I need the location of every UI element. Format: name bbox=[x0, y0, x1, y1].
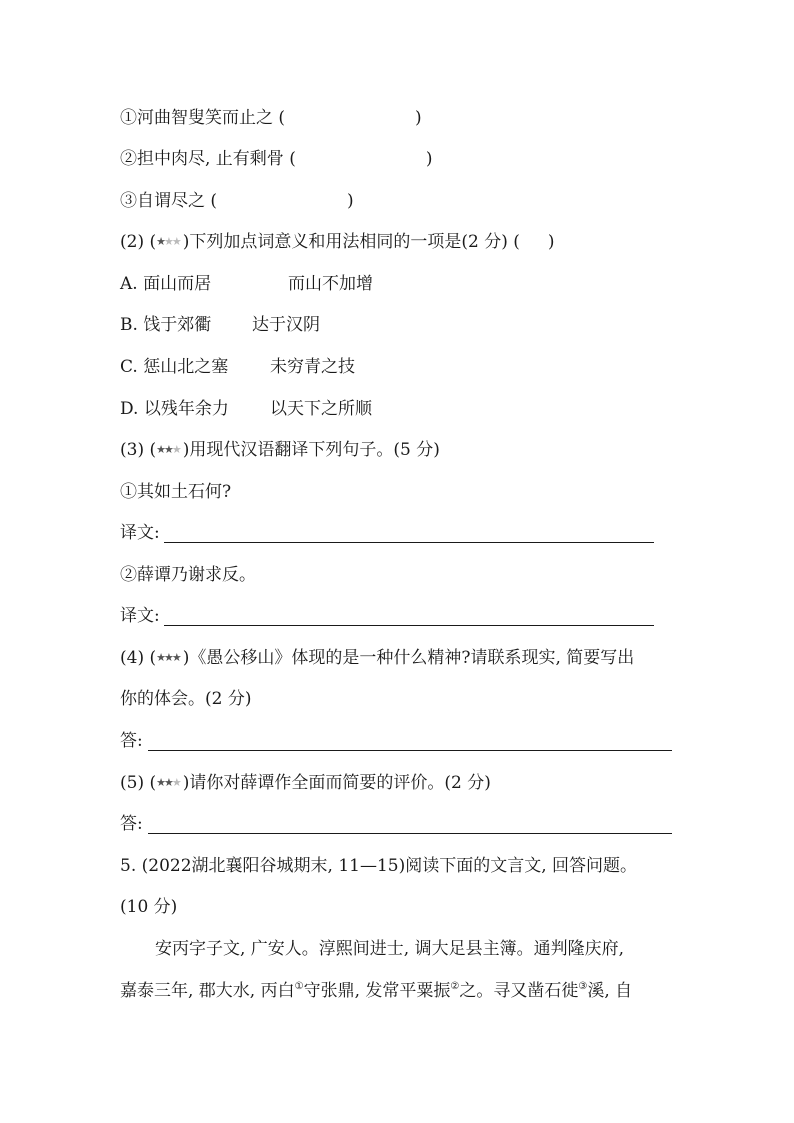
question-3 bbox=[120, 438, 440, 462]
footnote-marker: ③ bbox=[578, 981, 588, 992]
question-4 bbox=[120, 646, 634, 670]
passage-line-2 bbox=[120, 979, 632, 1003]
close-paren: ) bbox=[425, 149, 433, 169]
difficulty-stars-icon: ★★★ bbox=[156, 443, 180, 456]
answer-line[interactable] bbox=[164, 542, 654, 543]
option-c[interactable] bbox=[120, 355, 355, 379]
close-paren: ) bbox=[347, 191, 354, 211]
question-4-line-2: 你的体会。(2 分) bbox=[120, 689, 252, 709]
q3-answer-label-2: 译文: bbox=[120, 606, 160, 626]
footnote-marker: ① bbox=[294, 981, 304, 992]
option-b-label: B. 饯于郊衢 bbox=[120, 315, 212, 335]
option-a-pair: 而山不加增 bbox=[288, 274, 373, 294]
q5-answer-label: 答: bbox=[120, 814, 143, 834]
option-b[interactable] bbox=[120, 313, 320, 337]
question-2 bbox=[120, 230, 555, 254]
question-number: (4) ( bbox=[120, 648, 157, 668]
question-5 bbox=[120, 771, 491, 795]
close-paren: ) bbox=[547, 232, 555, 252]
sub-item-3-text: ③自谓尽之 ( bbox=[120, 191, 218, 211]
difficulty-stars-icon: ★★★ bbox=[156, 651, 180, 664]
passage-text: 嘉泰三年, 郡大水, 丙白 bbox=[120, 981, 295, 1001]
question-3-text: )用现代汉语翻译下列句子。(5 分) bbox=[182, 440, 440, 460]
option-b-pair: 达于汉阴 bbox=[252, 315, 320, 335]
sub-item-1 bbox=[120, 106, 422, 130]
difficulty-stars-icon: ★★★ bbox=[156, 776, 180, 789]
answer-line[interactable] bbox=[148, 750, 672, 751]
option-c-label: C. 惩山北之塞 bbox=[120, 357, 229, 377]
sub-item-2 bbox=[120, 147, 432, 171]
option-d-pair: 以天下之所顺 bbox=[270, 399, 372, 419]
question-number: (2) ( bbox=[120, 232, 157, 252]
answer-line[interactable] bbox=[164, 625, 654, 626]
sub-item-3 bbox=[120, 189, 354, 213]
passage-line-1: 安丙字子文, 广安人。淳熙间进士, 调大足县主簿。通判隆庆府, bbox=[155, 939, 625, 959]
q3-sentence-1: ①其如土石何? bbox=[120, 482, 232, 502]
question-5-text: )请你对薛谭作全面而简要的评价。(2 分) bbox=[182, 773, 491, 793]
option-c-pair: 未穷青之技 bbox=[270, 357, 355, 377]
passage-text: 溪, 自 bbox=[587, 981, 633, 1001]
sub-item-1-text: ①河曲智叟笑而止之 ( bbox=[120, 108, 286, 128]
question-number: (5) ( bbox=[120, 773, 157, 793]
question-4-text: )《愚公移山》体现的是一种什么精神?请联系现实, 简要写出 bbox=[182, 648, 635, 668]
question-2-text: )下列加点词意义和用法相同的一项是(2 分) ( bbox=[182, 232, 520, 252]
question-number: (3) ( bbox=[120, 440, 157, 460]
difficulty-stars-icon: ★★★ bbox=[156, 235, 180, 248]
footnote-marker: ② bbox=[450, 981, 460, 992]
passage-text: 守张鼎, 发常平粟振 bbox=[303, 981, 451, 1001]
option-a[interactable] bbox=[120, 272, 373, 296]
main-question-5-score: (10 分) bbox=[120, 897, 178, 917]
answer-line[interactable] bbox=[148, 833, 672, 834]
option-d[interactable] bbox=[120, 397, 372, 421]
main-question-5: 5. (2022湖北襄阳谷城期末, 11—15)阅读下面的文言文, 回答问题。 bbox=[120, 856, 638, 876]
option-d-label: D. 以残年余力 bbox=[120, 399, 229, 419]
passage-text: 之。寻又凿石徙 bbox=[459, 981, 579, 1001]
q4-answer-label: 答: bbox=[120, 731, 143, 751]
option-a-label: A. 面山而居 bbox=[120, 274, 212, 294]
sub-item-2-text: ②担中肉尽, 止有剩骨 ( bbox=[120, 149, 296, 169]
close-paren: ) bbox=[415, 108, 422, 128]
q3-answer-label-1: 译文: bbox=[120, 523, 160, 543]
q3-sentence-2: ②薛谭乃谢求反。 bbox=[120, 565, 256, 585]
